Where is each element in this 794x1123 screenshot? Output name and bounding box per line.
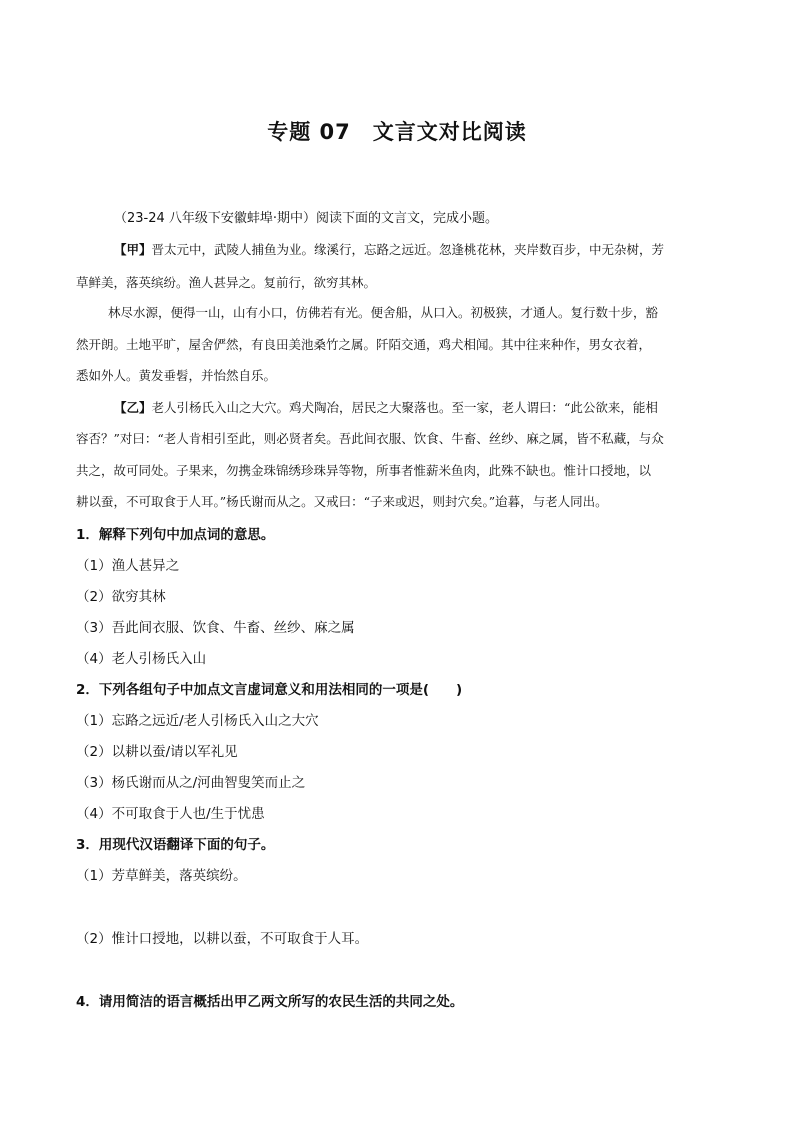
passage-yi-line-4: 耕以蚕，不可取食于人耳。”杨氏谢而从之。又戒曰：“子来或迟，则封穴矣。”迨暮，与老人同出。 [76, 494, 608, 509]
question-3-item-2: （2）惟计口授地，以耕以蚕，不可取食于人耳。 [76, 931, 369, 947]
question-2-item-2: （2）以耕以蚕/请以军礼见 [76, 744, 238, 760]
question-3-item-1: （1）芳草鲜美，落英缤纷。 [76, 868, 247, 884]
question-2-heading: 2．下列各组句子中加点文言虚词意义和用法相同的一项是( ) [76, 682, 463, 698]
passage-yi-label: 【乙】 [114, 400, 152, 415]
passage-jia-line-5: 悉如外人。黄发垂髫，并怡然自乐。 [76, 368, 277, 383]
page-title: 专题 07 文言文对比阅读 [267, 120, 527, 144]
question-2-item-1: （1）忘路之远近/老人引杨氏入山之大穴 [76, 713, 319, 729]
passage-yi-line-1: 【乙】老人引杨氏入山之大穴。鸡犬陶冶，居民之大聚落也。至一家，老人谓曰：“此公欲来，能相 [114, 400, 658, 415]
question-1-item-2: （2）欲穷其林 [76, 589, 166, 605]
passage-yi-line-2: 容否？”对曰：“老人肯相引至此，则必贤者矣。吾此间衣服、饮食、牛畜、丝纱、麻之属，皆不私藏，与众 [76, 431, 664, 446]
question-3-heading: 3．用现代汉语翻译下面的句子。 [76, 837, 275, 853]
passage-jia-label: 【甲】 [114, 242, 152, 257]
question-1-item-1: （1）渔人甚异之 [76, 558, 180, 574]
intro-text: （23-24 八年级下安徽蚌埠·期中）阅读下面的文言文，完成小题。 [114, 211, 499, 226]
passage-jia-line-1: 【甲】晋太元中，武陵人捕鱼为业。缘溪行，忘路之远近。忽逢桃花林，夹岸数百步，中无杂树，芳 [114, 242, 665, 257]
passage-jia-line-3: 林尽水源，便得一山，山有小口，仿佛若有光。便舍船，从口入。初极狭，才通人。复行数十步，豁 [108, 305, 659, 320]
question-4-heading: 4．请用简洁的语言概括出甲乙两文所写的农民生活的共同之处。 [76, 994, 464, 1010]
question-2-item-4: （4）不可取食于人也/生于忧患 [76, 806, 265, 822]
passage-jia-line-2: 草鲜美，落英缤纷。渔人甚异之。复前行，欲穷其林。 [76, 275, 377, 290]
passage-jia-line-4: 然开朗。土地平旷，屋舍俨然，有良田美池桑竹之属。阡陌交通，鸡犬相闻。其中往来种作，男女衣着， [76, 337, 652, 352]
question-1-heading: 1．解释下列句中加点词的意思。 [76, 527, 275, 543]
question-2-item-3: （3）杨氏谢而从之/河曲智叟笑而止之 [76, 775, 306, 791]
passage-yi-line-3: 共之，故可同处。子果来，勿携金珠锦绣珍珠异等物，所事者惟薪米鱼肉，此殊不缺也。惟计口授地，以 [76, 463, 652, 478]
question-1-item-4: （4）老人引杨氏入山 [76, 651, 207, 667]
question-1-item-3: （3）吾此间衣服、饮食、牛畜、丝纱、麻之属 [76, 620, 355, 636]
